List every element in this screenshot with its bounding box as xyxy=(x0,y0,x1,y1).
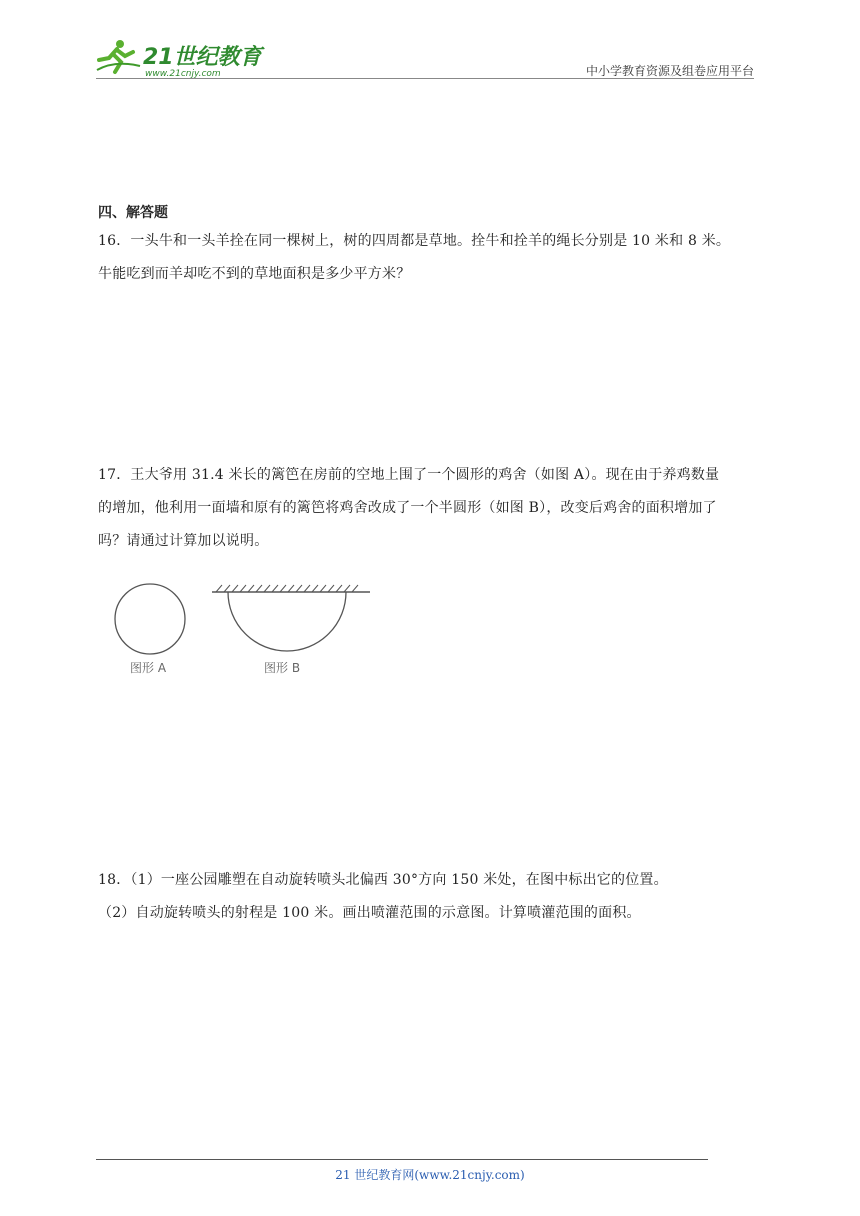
logo-text: 21世纪教育 xyxy=(143,45,262,70)
figure-b-wall xyxy=(212,585,370,592)
logo-url: www.21cnjy.com xyxy=(145,69,221,79)
figures-a-b xyxy=(108,582,380,682)
question-line: （2）自动旋转喷头的射程是 100 米。画出喷灌范围的示意图。计算喷灌范围的面积。 xyxy=(98,905,641,921)
runner-icon xyxy=(97,40,140,72)
footer-text: 21 世纪教育网(www.21cnjy.com) xyxy=(335,1168,525,1182)
question-16 xyxy=(98,225,762,291)
question-line: 17．王大爷用 31.4 米长的篱笆在房前的空地上围了一个圆形的鸡舍（如图 A）。现在由于养鸡数量 xyxy=(98,467,720,483)
question-line: 16．一头牛和一头羊拴在同一棵树上，树的四周都是草地。拴牛和拴羊的绳长分别是 10 米和 8 米。 xyxy=(98,233,731,249)
figure-a-label: 图形 A xyxy=(130,661,167,675)
figure-a-circle xyxy=(115,584,185,654)
site-logo xyxy=(95,36,265,80)
question-line: 牛能吃到而羊却吃不到的草地面积是多少平方米？ xyxy=(98,266,411,282)
question-line: 18．（1）一座公园雕塑在自动旋转喷头北偏西 30°方向 150 米处，在图中标出它的位置。 xyxy=(98,872,668,888)
question-line: 的增加，他利用一面墙和原有的篱笆将鸡舍改成了一个半圆形（如图 B），改变后鸡舍的面积增加了 xyxy=(98,500,717,516)
question-17 xyxy=(98,459,762,558)
question-18 xyxy=(98,864,762,930)
figure-b-semicircle xyxy=(228,592,346,651)
header-platform-text: 中小学教育资源及组卷应用平台 xyxy=(585,64,754,78)
question-line: 吗？请通过计算加以说明。 xyxy=(98,533,269,549)
footer-divider xyxy=(96,1159,708,1160)
section-title: 四、解答题 xyxy=(98,205,168,221)
figure-b-label: 图形 B xyxy=(264,661,301,675)
header-divider xyxy=(96,78,754,79)
